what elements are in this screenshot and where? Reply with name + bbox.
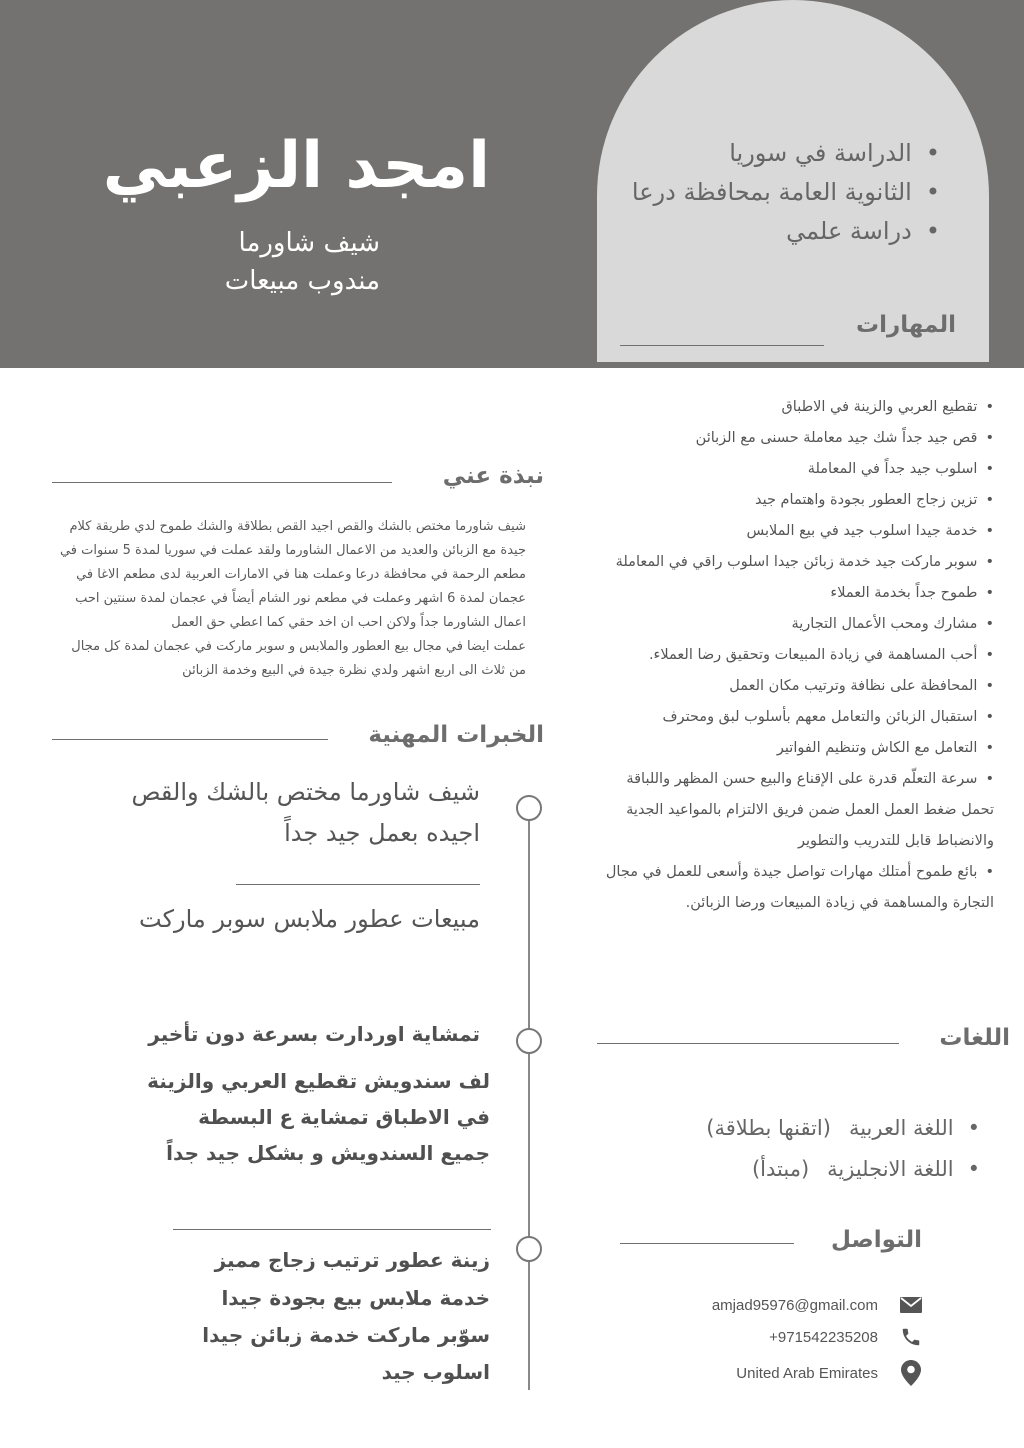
languages-divider [597,1043,899,1044]
skills-list [598,392,994,919]
language-level: (اتقنها بطلاقة) [706,1116,831,1140]
education-item: • دراسة علمي [640,212,940,251]
skills-divider [620,345,824,346]
timeline-dot [516,1236,542,1262]
timeline-dot [516,1028,542,1054]
about-paragraph: عملت ايضا في مجال بيع العطور والملابس و سوبر ماركت في عجمان لمدة كل مجال من ثلاث الى اربع اشهر ولدي نظرة جيدة في البيع وخدمة الزبائن [71,639,526,678]
experience-block-divider [173,1229,491,1230]
timeline-line [528,808,530,1390]
skill-item: • طموح جداً بخدمة العملاء [598,578,994,609]
experience-line: زينة عطور ترتيب زجاج مميز [214,1248,490,1272]
experience-block-divider [236,884,480,885]
education-item: • الدراسة في سوريا [640,134,940,173]
experience-heading: الخبرات المهنية [368,722,544,748]
contact-divider [620,1243,794,1244]
about-divider [52,482,392,483]
contact-phone[interactable]: +971542235208 [769,1328,878,1346]
candidate-name: امجد الزعبي [102,129,490,203]
skill-item: • خدمة جيدا اسلوب جيد في بيع الملابس [598,516,994,547]
about-text [52,515,526,683]
language-level: (مبتدأ) [751,1157,810,1181]
experience-line: جميع السندويش و بشكل جيد جداً [166,1141,490,1165]
contact-email-row [640,1290,924,1320]
about-heading: نبذة عني [442,463,544,489]
education-item: • الثانوية العامة بمحافظة درعا [640,173,940,212]
location-pin-icon [898,1360,924,1386]
experience-line: سوّبر ماركت خدمة زبائن جيدا [202,1323,490,1347]
language-name: اللغة الانجليزية [827,1157,954,1181]
skill-item: • قص جيد جداً شك جيد معاملة حسنى مع الزبائن [598,423,994,454]
phone-icon [898,1324,924,1350]
job-title-2: مندوب مبيعات [224,266,380,296]
language-name: اللغة العربية [848,1116,954,1140]
about-paragraph: شيف شاورما مختص بالشك والقص اجيد القص بطلاقة والشك طموح لدي طريقة كلام جيدة مع الزبائن والعديد من الاعمال الشاورما ولقد عملت في سوريا لمدة 5 سنوات في مطعم الرحمة في محافظة درعا وعملت هنا في الامارات العربية لدى مطعم الاغا في عجمان لمدة 6 اشهر وعملت في مطعم نور الشام أيضاً في عجمان لمدة سنتين احب اعمال الشاورما جداً ولاكن احب ان اخد حقي كما اعطي حق العمل [59,519,526,630]
skill-item: • المحافظة على نظافة وترتيب مكان العمل [598,671,994,702]
education-list [631,134,940,251]
skill-item: • أحب المساهمة في زيادة المبيعات وتحقيق رضا العملاء. [598,640,994,671]
experience-line: تمشاية اوردارت بسرعة دون تأخير [148,1022,480,1046]
experience-line: اجيده بعمل جيد جداً [284,819,480,847]
skill-item: • بائع طموح أمتلك مهارات تواصل جيدة وأسعى للعمل في مجال التجارة والمساهمة في زيادة المبيعات ورضا الزبائن. [598,857,994,919]
timeline-dot [516,795,542,821]
experience-divider [52,739,328,740]
contact-heading: التواصل [831,1227,922,1253]
experience-line: في الاطباق تمشاية ع البسطة [198,1105,490,1129]
skill-item: • اسلوب جيد جداً في المعاملة [598,454,994,485]
skills-heading: المهارات [856,312,956,338]
contact-phone-row [640,1322,924,1352]
contact-location: United Arab Emirates [736,1364,878,1382]
language-item [660,1149,980,1190]
job-title-1: شيف شاورما [238,228,380,258]
experience-line: مبيعات عطور ملابس سوبر ماركت [139,905,480,933]
contact-email[interactable]: amjad95976@gmail.com [711,1296,878,1314]
skill-item: • استقبال الزبائن والتعامل معهم بأسلوب لبق ومحترف [598,702,994,733]
languages-heading: اللغات [939,1025,1010,1051]
experience-line: خدمة ملابس بيع بجودة جيدا [221,1286,490,1310]
contact-location-row [640,1358,924,1388]
skill-item: • سوبر ماركت جيد خدمة زبائن جيدا اسلوب راقي في المعاملة [598,547,994,578]
skill-item: • سرعة التعلّم قدرة على الإقناع والبيع حسن المظهر واللباقة تحمل ضغط العمل العمل ضمن فريق الالتزام بالمواعيد الجدية والانضباط قابل للتدريب والتطوير [598,764,994,857]
experience-line: شيف شاورما مختص بالشك والقص [131,778,480,806]
skill-item: • تزين زجاج العطور بجودة واهتمام جيد [598,485,994,516]
skill-item: • التعامل مع الكاش وتنظيم الفواتير [598,733,994,764]
skill-item: • مشارك ومحب الأعمال التجارية [598,609,994,640]
languages-list [660,1108,980,1190]
experience-line: اسلوب جيد [381,1360,490,1384]
language-item [660,1108,980,1149]
experience-line: لف سندويش تقطيع العربي والزينة [147,1069,490,1093]
email-icon [898,1292,924,1318]
skill-item: • تقطيع العربي والزينة في الاطباق [598,392,994,423]
